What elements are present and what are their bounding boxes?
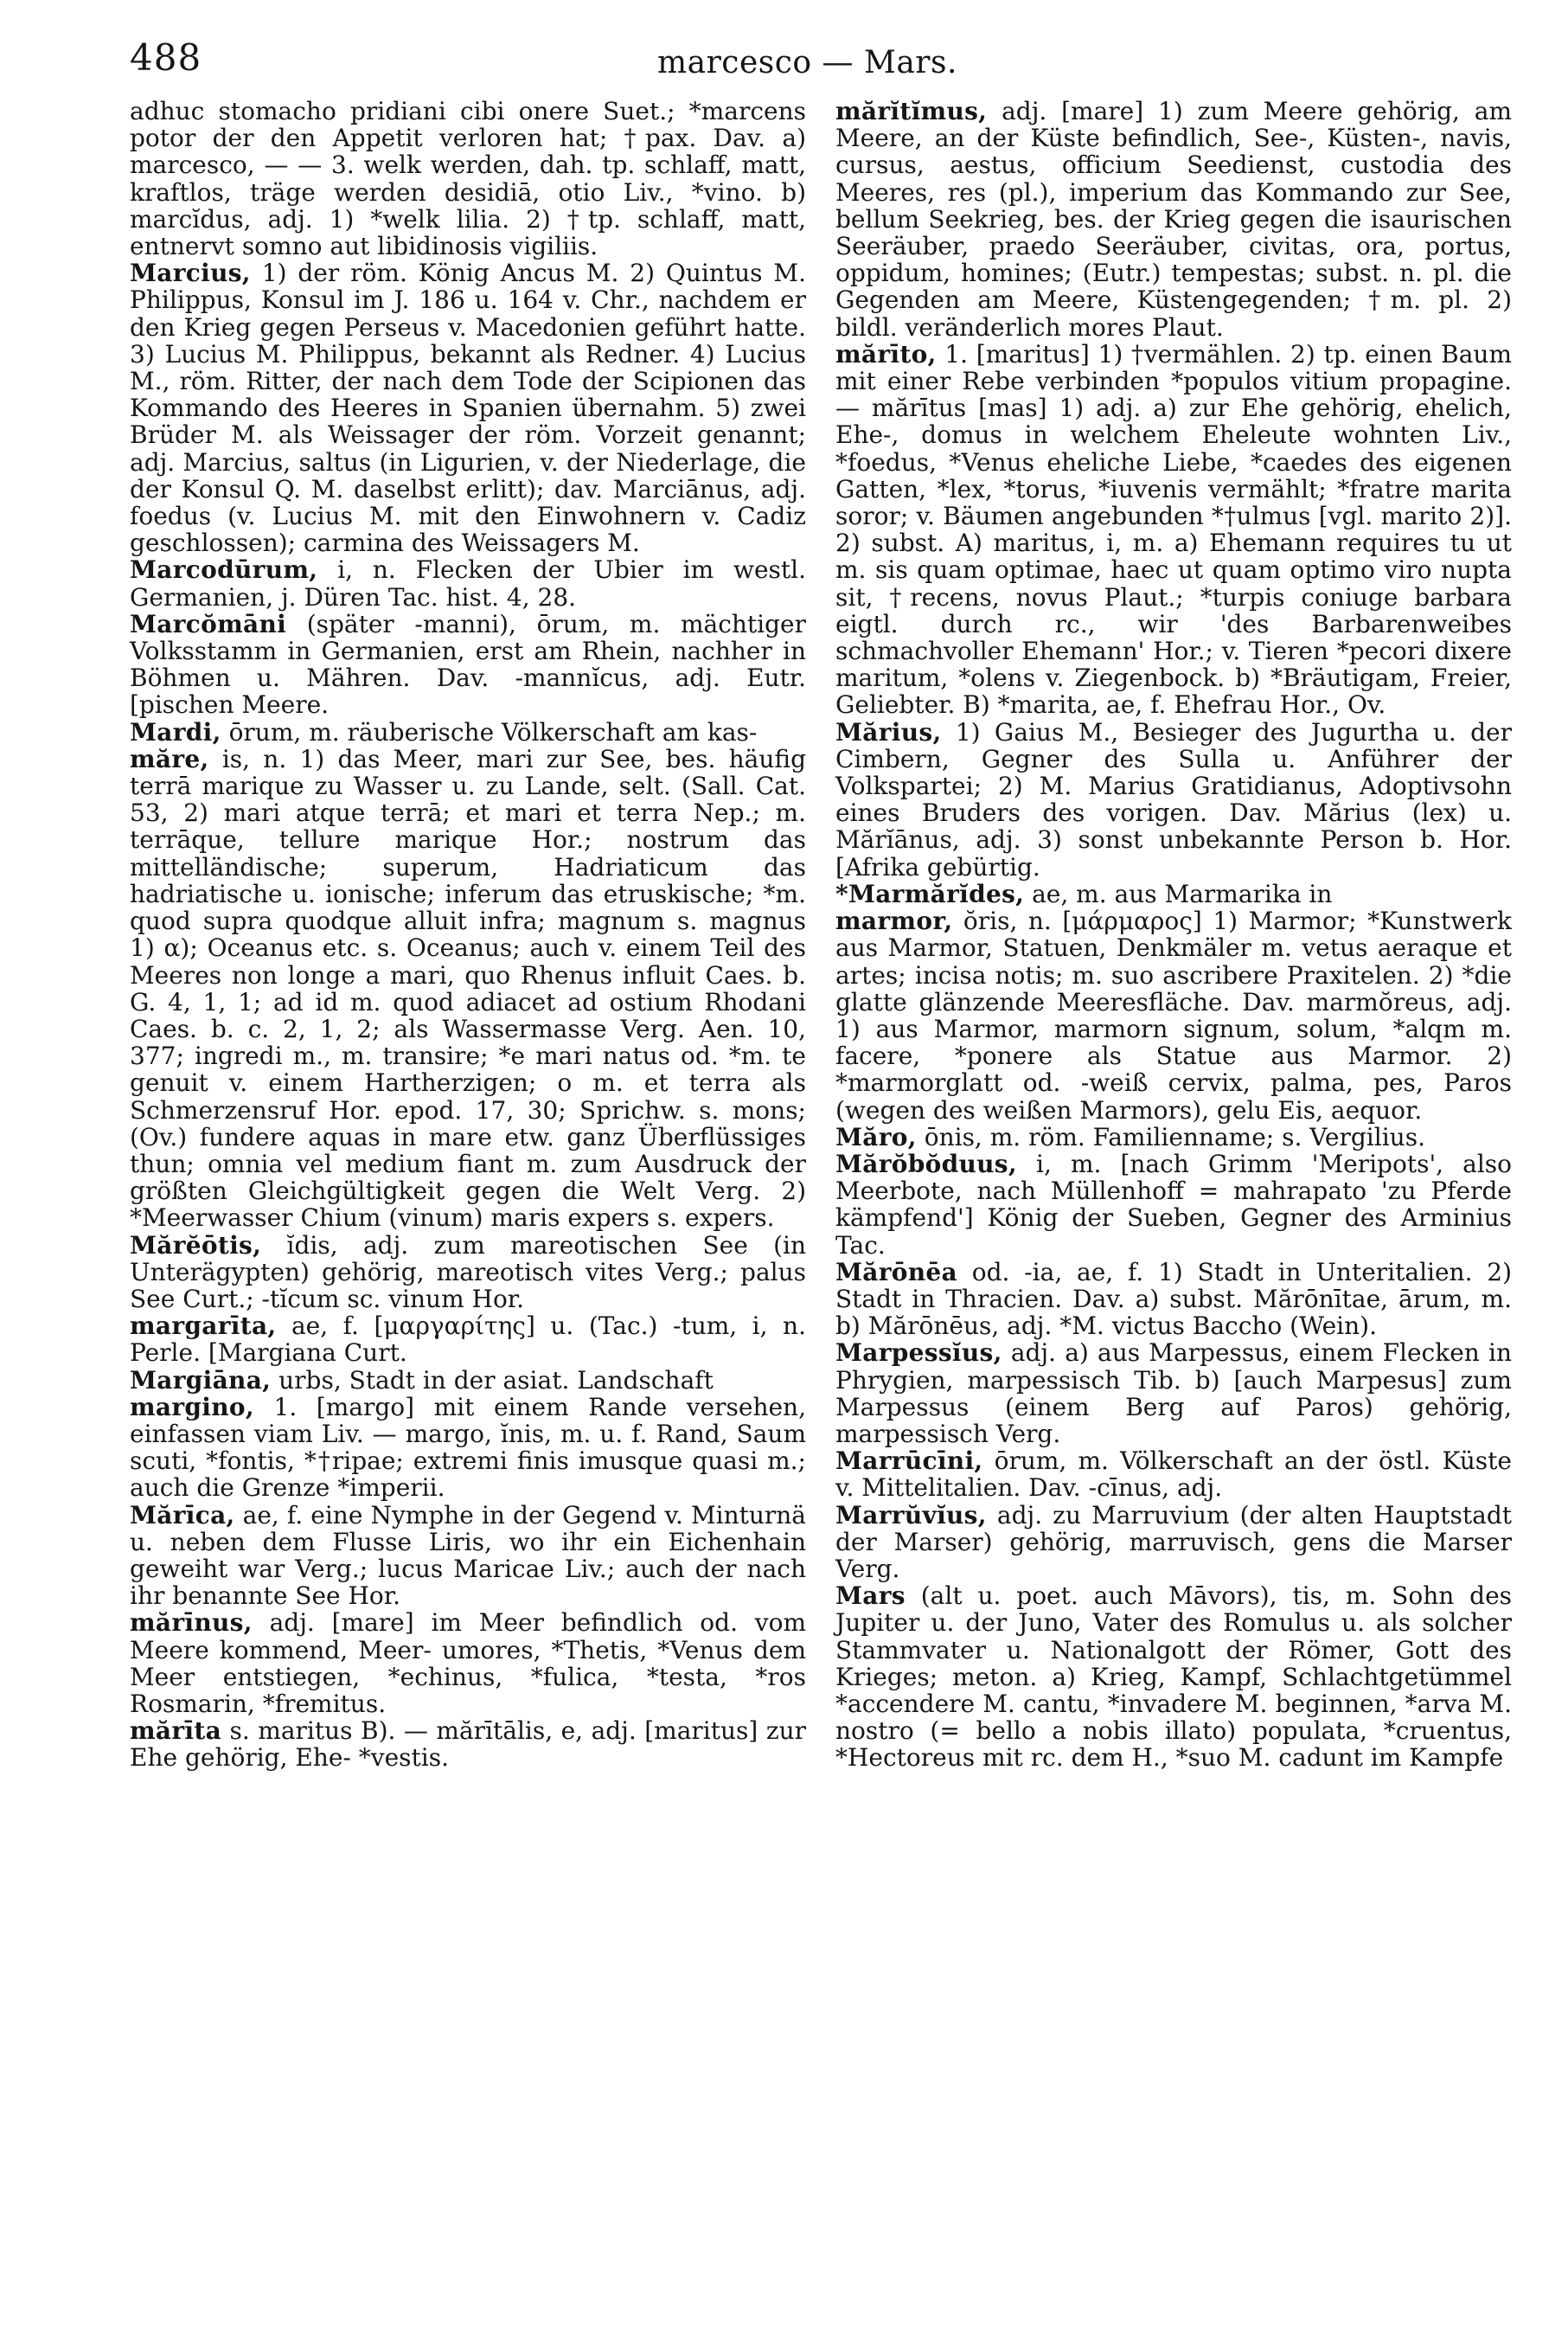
entry-headword: Mărŏbŏduus, (835, 1149, 1017, 1178)
dictionary-entry (835, 1502, 1512, 1583)
entry-text: i, n. Flecken der Ubier im westl. Germanien, j. Düren Tac. hist. 4, 28. (130, 555, 806, 612)
entry-headword: marmor, (835, 907, 953, 936)
dictionary-entry (835, 1124, 1512, 1151)
entry-text: s. maritus B). — mărītālis, e, adj. [maritus] zur Ehe gehörig, Ehe- *vestis. (130, 1716, 807, 1773)
dictionary-entry (835, 98, 1512, 341)
left-column (130, 98, 806, 1772)
running-title: marcesco — Mars. (657, 45, 957, 80)
entry-text: adj. [mare] 1) zum Meere gehörig, am Meere, an der Küste befindlich, See-, Küsten-, navis, cursus, aestus, officium Seedienst, custodia des Meeres, res (pl.), imperium das Kommando zur See, bellum Seekrieg, bes. der Krieg gegen die isaurischen Seeräuber, praedo Seeräuber, civitas, ora, portus, oppidum, homines; (Eutr.) tempestas; subst. n. pl. die Gegenden am Meere, Küstengegenden; †m. pl. 2) bildl. veränderlich mores Plaut. (835, 97, 1512, 342)
entry-headword: măre, (130, 744, 209, 773)
dictionary-entry (835, 1259, 1512, 1340)
dictionary-entry (835, 1582, 1512, 1771)
page-header (130, 29, 1516, 90)
entry-text: (später -manni), ōrum, m. mächtiger Volksstamm in Germanien, erst am Rhein, nachher in Böhmen u. Mähren. Dav. -mannĭcus, adj. Eutr. [pischen Meere. (130, 609, 806, 720)
dictionary-entry (130, 1367, 806, 1394)
entry-headword: mărīto, (835, 339, 937, 369)
dictionary-entry (130, 1312, 806, 1366)
entry-headword: Măro, (835, 1122, 917, 1151)
entry-text: i, m. [nach Grimm 'Meripots', also Meerbote, nach Müllenhoff = mahrapato 'zu Pferde kämpfend'] König der Sueben, Gegner des Arminius Tac. (835, 1149, 1512, 1260)
dictionary-entry (130, 556, 806, 610)
entry-headword: mărīnus, (130, 1608, 253, 1638)
entry-headword: Marrŭvĭus, (835, 1500, 987, 1530)
entry-text: 1. [maritus] 1) †vermählen. 2) tp. einen Baum mit einer Rebe verbinden *populos vitium propagine. — mărītus [mas] 1) adj. a) zur Ehe gehörig, ehelich, Ehe-, domus in welchem Eheleute wohnten Liv., *foedus, *Venus eheliche Liebe, *caedes des eigenen Gatten, *lex, *torus, *iuvenis vermählt; *fratre marita soror; v. Bäumen angebunden *†ulmus [vgl. marito 2)]. 2) subst. A) maritus, i, m. a) Ehemann requires tu ut m. sis quam optimae, haec ut quam optimo viro nupta sit, †recens, novus Plaut.; *turpis coniuge barbara eigtl. durch rc., wir 'des Barbarenweibes schmachvoller Ehemann' Hor.; v. Tieren *pecori dixere maritum, *olens v. Ziegenbock. b) *Bräutigam, Freier, Geliebter. B) *marita, ae, f. Ehefrau Hor., Ov. (835, 339, 1512, 720)
entry-text: ōrum, m. Völkerschaft an der östl. Küste v. Mittelitalien. Dav. -cīnus, adj. (835, 1446, 1513, 1503)
entry-text: 1) Gaius M., Besieger des Jugurtha u. der Cimbern, Gegner des Sulla u. Anführer der Volkspartei; 2) M. Marius Gratidianus, Adoptivsohn eines Bruders des vorigen. Dav. Mărius (lex) u. Mărĭānus, adj. 3) sonst unbekannte Person b. Hor. [Afrika gebürtig. (835, 717, 1512, 882)
dictionary-entry (130, 611, 806, 719)
right-column (835, 98, 1512, 1772)
entry-headword: Marcodūrum, (130, 555, 318, 585)
entry-headword: Mardi, (130, 717, 221, 747)
dictionary-entry (130, 1717, 806, 1771)
dictionary-entry (130, 1609, 806, 1717)
entry-headword: Marpessĭus, (835, 1338, 1002, 1368)
dictionary-entry (835, 1447, 1512, 1501)
entry-text: (alt u. poet. auch Māvors), tis, m. Sohn des Jupiter u. der Juno, Vater des Romulus u. als solcher Stammvater u. Nationalgott der Römer, Gott des Krieges; meton. a) Krieg, Kampf, Schlachtgetümmel *accendere M. cantu, *invadere M. beginnen, *arva M. nostro (= bello a nobis illato) populata, *cruentus, *Hectoreus mit rc. dem H., *suo M. cadunt im Kampfe (835, 1581, 1513, 1773)
entry-text: ae, f. eine Nymphe in der Gegend v. Minturnä u. neben dem Flusse Liris, wo ihr ein Eichenhain geweiht war Verg.; lucus Maricae Liv.; auch der nach ihr benannte See Hor. (130, 1500, 806, 1611)
dictionary-entry (835, 1339, 1512, 1447)
entry-text: ae, f. [μαργαρίτης] u. (Tac.) -tum, i, n. Perle. [Margiana Curt. (130, 1312, 806, 1368)
entry-headword: Marcŏmāni (130, 609, 287, 638)
dictionary-entry (835, 341, 1512, 719)
entry-headword: Marcius, (130, 259, 251, 288)
entry-text: ōrum, m. räuberische Völkerschaft am kas- (228, 717, 758, 747)
entry-text: adj. zu Marruvium (der alten Hauptstadt der Marser) gehörig, marruvisch, gens die Marser Verg. (835, 1500, 1512, 1583)
dictionary-entry (130, 1232, 806, 1313)
dictionary-entry (130, 260, 806, 556)
dictionary-entry (130, 1394, 806, 1502)
entry-headword: Margiāna, (130, 1365, 272, 1395)
dictionary-entry (835, 719, 1512, 881)
dictionary-entry (130, 719, 806, 746)
entry-headword: Mărius, (835, 717, 942, 747)
entry-headword: margino, (130, 1392, 254, 1421)
entry-headword: mărīta (130, 1716, 222, 1746)
entry-text: 1. [margo] mit einem Rande versehen, einfassen viam Liv. — margo, ĭnis, m. u. f. Rand, Saum scuti, *fontis, *†ripae; extremi finis imusque quasi m.; auch die Grenze *imperii. (130, 1392, 806, 1503)
entry-headword: mărĭtĭmus, (835, 97, 988, 125)
entry-headword: Mărōnēa (835, 1257, 957, 1286)
entry-text: is, n. 1) das Meer, mari zur See, bes. häufig terrā marique zu Wasser u. zu Lande, selt. (Sall. Cat. 53, 2) mari atque terrā; et mari et terra Nep.; m. terrāque, tellure marique Hor.; nostrum das mittelländische; superum, Hadriaticum das hadriatische u. ionische; inferum das etruskische; *m. quod supra quodque alluit infra; magnum s. magnus 1) α); Oceanus etc. s. Oceanus; auch v. einem Teil des Meeres non longe a mari, quo Rhenus influit Caes. b. G. 4, 1, 1; ad id m. quod adiacet ad ostium Rhodani Caes. b. c. 2, 1, 2; als Wassermasse Verg. Aen. 10, 377; ingredi m., m. transire; *e mari natus od. *m. te genuit v. einem Hartherzigen; o m. et terra als Schmerzensruf Hor. epod. 17, 30; Sprichw. s. mons; (Ov.) fundere aquas in mare etw. ganz Überflüssiges thun; omnia vel medium fiant m. zum Ausdruck der größten Gleichgültigkeit gegen die Welt Verg. 2) *Meerwasser Chium (vinum) maris expers s. expers. (130, 744, 807, 1233)
entry-headword: Mars (835, 1581, 906, 1611)
dictionary-entry (130, 1502, 806, 1610)
entry-text: ae, m. aus Marmarika in (1032, 879, 1333, 908)
entry-text: adj. a) aus Marpessus, einem Flecken in Phrygien, marpessisch Tib. b) [auch Marpesus] zum Marpessus (einem Berg auf Paros) gehörig, marpessisch Verg. (835, 1338, 1512, 1448)
entry-headword: Mărīca, (130, 1500, 235, 1530)
entry-text: urbs, Stadt in der asiat. Landschaft (278, 1365, 714, 1395)
entry-text: ĭdis, adj. zum mareotischen See (in Unterägypten) gehörig, mareotisch vites Verg.; palus See Curt.; -tĭcum sc. vinum Hor. (130, 1230, 807, 1313)
entry-headword: *Marmărĭdes, (835, 879, 1025, 908)
page-number: 488 (130, 36, 202, 79)
entry-text: 1) der röm. König Ancus M. 2) Quintus M. Philippus, Konsul im J. 186 u. 164 v. Chr., nachdem er den Krieg gegen Perseus v. Macedonien geführt hatte. 3) Lucius M. Philippus, bekannt als Redner. 4) Lucius M., röm. Ritter, der nach dem Tode der Scipionen das Kommando des Heeres in Spanien übernahm. 5) zwei Brüder M. als Weissager der röm. Vorzeit genannt; adj. Marcius, saltus (in Ligurien, v. der Niederlage, die der Konsul Q. M. daselbst erlitt); dav. Marciānus, adj. foedus (v. Lucius M. mit den Einwohnern v. Cadiz geschlossen); carmina des Weissagers M. (130, 259, 807, 558)
entry-headword: Marrūcīni, (835, 1446, 983, 1476)
entry-text: adj. [mare] im Meer befindlich od. vom Meere kommend, Meer- umores, *Thetis, *Venus dem Meer entstiegen, *echinus, *fulica, *testa, *ros Rosmarin, *fremitus. (130, 1608, 807, 1718)
entry-headword: Mărĕōtis, (130, 1230, 262, 1260)
dictionary-entry (835, 1151, 1512, 1259)
dictionary-entry (835, 907, 1512, 1124)
dictionary-entry (835, 881, 1512, 907)
dictionary-entry (130, 98, 806, 260)
dictionary-entry (130, 746, 806, 1232)
entry-text: ŏris, n. [μάρμαρος] 1) Marmor; *Kunstwerk aus Marmor, Statuen, Denkmäler m. vetus aeraque et artes; incisa notis; m. suo ascribere Praxitelen. 2) *die glatte glänzende Meeresfläche. Dav. marmŏreus, adj. 1) aus Marmor, marmorn signum, solum, *alqm m. facere, *ponere als Statue aus Marmor. 2) *marmorglatt od. -weiß cervix, palma, pes, Paros (wegen des weißen Marmors), gelu Eis, aequor. (835, 907, 1512, 1125)
entry-text: ōnis, m. röm. Familienname; s. Vergilius. (924, 1122, 1425, 1151)
entry-headword: margarīta, (130, 1312, 277, 1341)
entry-text: od. -ia, ae, f. 1) Stadt in Unteritalien. 2) Stadt in Thracien. Dav. a) subst. Mărōnītae, ārum, m. b) Mărōnēus, adj. *M. victus Baccho (Wein). (835, 1257, 1512, 1341)
entry-text: adhuc stomacho pridiani cibi onere Suet.; *marcens potor der den Appetit verloren hat; †pax. Dav. a) marcesco, — — 3. welk werden, dah. tp. schlaff, matt, kraftlos, träge werden desidiā, otio Liv., *vino. b) marcĭdus, adj. 1) *welk lilia. 2) †tp. schlaff, matt, entnervt somno aut libidinosis vigiliis. (130, 97, 806, 261)
